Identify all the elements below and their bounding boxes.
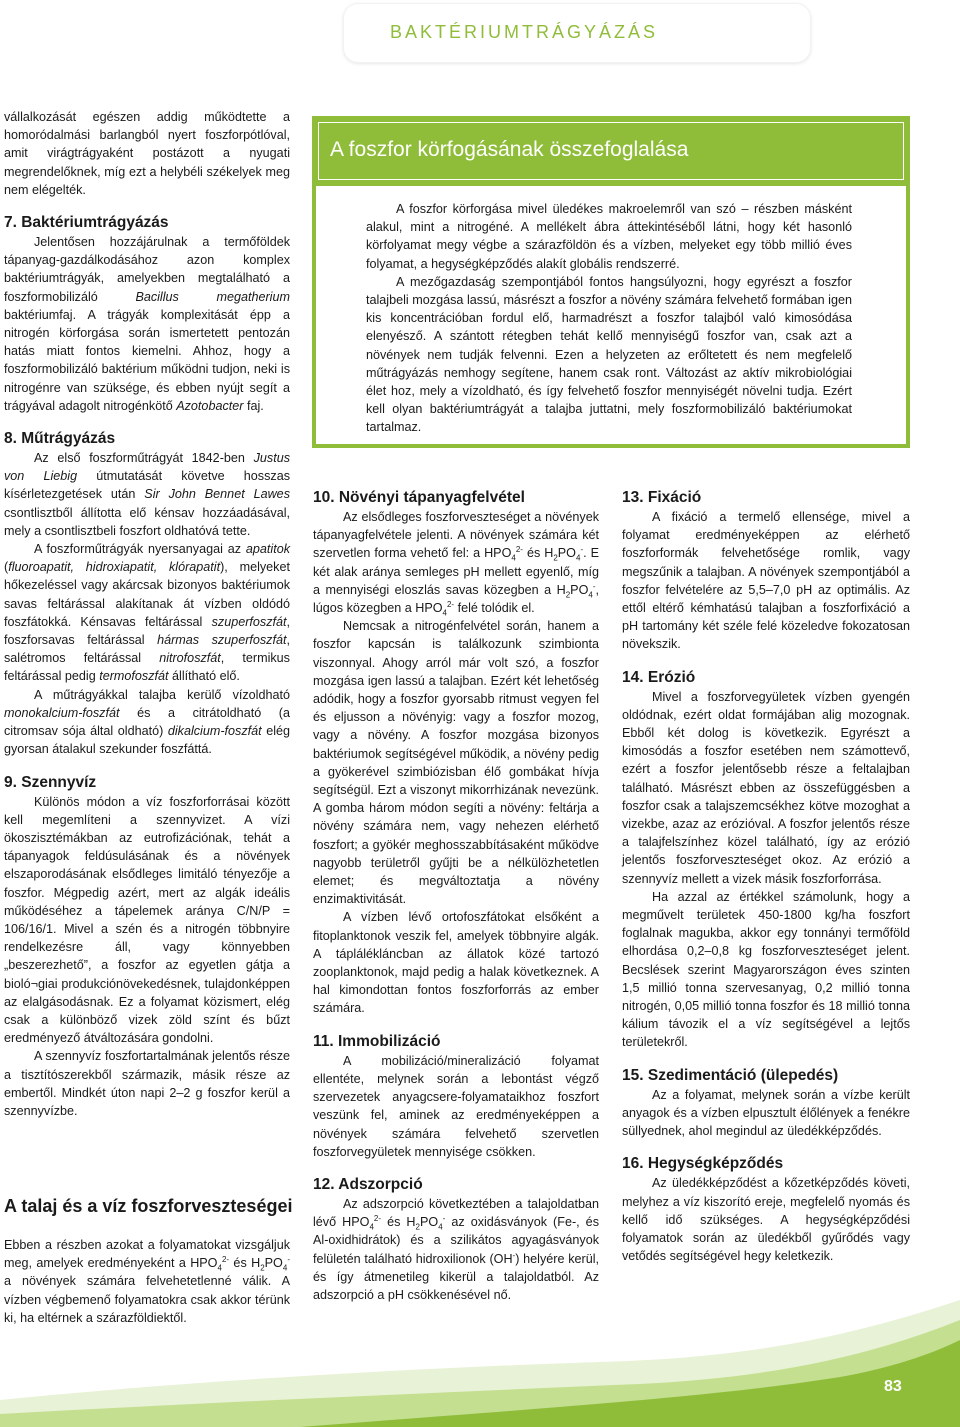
section-heading-7: 7. Baktériumtrágyázás [4, 214, 169, 232]
column-left [4, 108, 290, 1120]
paragraph: Az üledékképződést a kőzetképződés követi, melyhez a víz kiszorító ereje, megfelelő nyomás és kellő idő szükséges. A hegységképződési folyamatok során az üledékből gyűrődés vagy vetődés segítségével hegy keletkezik. [622, 1176, 910, 1264]
paragraph: Ebben a részben azokat a folyamatokat vizsgáljuk meg, amelyek eredményeként a $HPO_4^{2-}$ és $H_2PO_4^-$ a növények számára felvehetetlenné válik. A vízben végbemenő folyamatokra csak akkor térünk ki, ha eltérnek a szárazföldiektől. [4, 1238, 290, 1325]
paragraph: vállalkozását egészen addig működtette a homoródalmási barlangból nyert foszforpótlóval, amit virágtrágyaként postázott a nyugati megrendelőknek, míg ezt a helybéli székelyek meg nem elégelték. [4, 110, 290, 197]
section-heading-10: 10. Növényi tápanyagfelvétel [313, 489, 525, 506]
paragraph: A mezőgazdaság szempontjából fontos hangsúlyozni, hogy egyrészt a foszfor talajbeli mozgása lassú, másrészt a foszfor a növény számára felvehető formában igen kis koncentrációban fordul elő, harmadrészt a foszfor talajból való kimosódása elenyésző. A szántott rétegben tehát kellő mennyiségű foszfor van, csak azt a növények nem tudják felvenni. Ezen a helyzeten az erőltetett és nem megfelelő műtrágyázás nemhogy segítene, hanem csak ront. Változást az aktív mikrobiológiai élet hoz, mely a vízoldható, és így felvehető foszfor mennyiségét növelni tudja. Ezért kell olyan baktériumtrágyát a talajba juttatni, mely foszformobilizáló baktériumokat tartalmaz. [366, 274, 852, 435]
paragraph: A foszforműtrágyák nyersanyagai az apatitok (fluoroapatit, hidroxiapatit, klórapatit), melyeket hőkezeléssel vagy akárcsak bizonyos baktériumok savas feltárással alakítanak át vízben oldódó foszfátokká. Kénsavas feltárással szuperfoszfát, foszforsavas feltárással hármas szuperfoszfát, salétromos feltárással nitrofoszfát, termikus feltárással pedig termofoszfát állítható elő. [4, 542, 290, 684]
page-number: 83 [884, 1378, 902, 1395]
footer-wave-decoration [0, 1280, 960, 1427]
column-right [622, 488, 910, 1265]
paragraph: A mobilizáció/mineralizáció folyamat ellentéte, melynek során a lebontást végző szervezetek anyagcsere-folyamataikhoz foszfort veszünk fel, aminek az eredményeképpen a növények számára felvehető szervetlen foszforvegyületek mennyisége csökken. [313, 1053, 599, 1159]
running-head: BAKTÉRIUMTRÁGYÁZÁS [390, 22, 659, 42]
column-middle [313, 488, 599, 1304]
summary-box-border [312, 444, 910, 448]
page-header [0, 0, 960, 66]
section-heading-14: 14. Erózió [622, 668, 696, 686]
paragraph: A foszfor körforgása mivel üledékes makroelemről van szó – részben másként alakul, mint a nitrogéné. A mellékelt ábra áttekintéséből látni, hogy két hasonló körfolyamat megy végbe a szárazföldön és a vízben, melyeket egy több millió éves folyamat, a hegységképződés alakít globális rendszerré. [366, 202, 852, 271]
section-heading-12: 12. Adszorpció [313, 1175, 423, 1193]
paragraph: Az elsődleges foszforveszteséget a növények tápanyagfelvétele jelenti. A növények számára két szervetlen forma vehető fel: a $HPO_4^{2-}$ és $H_2PO_4^-$. E két alak aránya semleges pH mellett egyenlő, míg a mennyiségi eloszlás savas közegben a $H_2PO_4^-$, lúgos közegben a $HPO_4^{2-}$ felé tolódik el. [313, 510, 599, 618]
paragraph: A műtrágyákkal talajba kerülő vízoldható monokalcium-foszfát és a citrátoldható (a citromsav sója által oldható) dikalcium-foszfát elég gyorsan átalakul szekunder foszfáttá. [4, 687, 291, 757]
section-title-losses: A talaj és a víz foszforveszteségei [4, 1196, 293, 1216]
paragraph: Mivel a foszforvegyületek vízben gyengén oldódnak, ezért oldat formájában alig mozognak. Ebből két dolog is következik. Egyrészt a kimosódás a foszfor esetében nem számottevő, ezért a foszfor jelentősebb része a feltalajban található. Másrészt ebben az összefüggésben a foszfor csak a talajszemcsékhez kötve mozoghat a vizekbe, azaz az erózióval. A foszfor jelentős része a talajfelszínhez közel található, így az erózió jelentős foszforveszteséget okoz. Az erózió a szennyvíz mellett a vizek másik foszforforrása. [622, 689, 910, 886]
paragraph: Az adszorpció következtében a talajoldatban lévő $HPO_4^{2-}$ és $H_2PO_4^-$ az oxidásványok (Fe-, és Al-oxidhidrátok) és a szilikátos agyagásványok felületén található hidroxilionok (OH-) helyére kerül, és így átmenetileg kikerül a talajoldatból. Az adszorpció a pH csökkenésével nő. [313, 1196, 599, 1302]
paragraph: Jelentősen hozzájárulnak a termőföldek tápanyag-gazdálkodásához azon komplex baktériumtrágyák, amelyekben megtalálható a foszformobilizáló Bacillus megatherium baktériumfaj. A trágyák komplexitását épp a nitrogén körforgása során ismertetett pentozán hatás miatt fontos kiemelni. Ahhoz, hogy a foszformobilizáló baktérium működni tudjon, neki is nitrogénre van szüksége, és ebben nyújt segít a trágyával adagolt nitrogénkötő Azotobacter faj. [4, 235, 290, 413]
summary-box-body [366, 200, 852, 437]
paragraph: A vízben lévő ortofoszfátokat elsőként a fitoplanktonok veszik fel, amelyek többnyire algák. A táplálékláncban az állatok közé tartozó zooplanktonok, majd pedig a halak következnek. A hal kimondottan fontos foszforforrás az ember számára. [313, 910, 599, 1016]
paragraph: Különös módon a víz foszforforrásai között kell megemlíteni a szennyvizet. A vízi ökoszisztémákban az eutrofizációnak, tehát a tápanyagok feldúsulásának és a növények elszaporodásának elsődleges limitáló tényezője a foszfor. Mégpedig azért, mert az algák ideális működéséhez a tápelemek aránya C/N/P = 106/16/1. Mivel a szén és a nitrogén többnyire rendelkezésre áll, vagy könnyebben „beszerezhető”, a foszfor az egyetlen gátja a bioló¬giai produkciónövekedésnek, tulajdonképpen az elalgásodásnak. Ez a folyamat közismert, elég csak a különböző vizek zöld színt és bűzt eredményező átváltozására gondolni. [4, 794, 290, 1046]
paragraph: Az a folyamat, melynek során a vízbe került anyagok és a vízben elpusztult élőlények a fenékre süllyednek, ahol megindul az üledékképződés. [622, 1087, 910, 1139]
summary-box-title: A foszfor körfogásának összefoglalása [330, 138, 689, 161]
summary-box-border [312, 186, 316, 448]
paragraph: A szennyvíz foszfortartalmának jelentős része a tisztítószerekből származik, másik része az embertől. Mindkét úton napi 2–2 g foszfor kerül a szennyvízbe. [4, 1049, 290, 1118]
section-heading-16: 16. Hegységképződés [622, 1155, 784, 1173]
section-heading-9: 9. Szennyvíz [4, 773, 97, 791]
paragraph: Nemcsak a nitrogénfelvétel során, hanem a foszfor kapcsán is találkozunk szimbionta viszonnyal. Ahogy arról már volt szó, a foszfor mozgása igen lassú a talajban. Ezért két lehetőség adódik, hogy a foszfor gyorsabb ritmust vegyen fel és eljusson a növényig: vagy a foszfor mozog, vagy a növény. A foszfor mozgása bizonyos baktériumok segítségével működik, a növény pedig a gyökerével szimbiózisban élő gombákat hívja segítségül. Ezt a viszonyt mikorrhizának nevezünk. A gomba három módon segíti a növény: feltárja a növény számára nem, vagy nehezen elérhető foszfort; a gyökér meghosszabbításaként működve nagyobb területről gyűjti be a nélkülözhetetlen elemet; és megváltoztatja a növény enzimaktivitását. [313, 619, 599, 907]
section-heading-15: 15. Szedimentáció (ülepedés) [622, 1066, 839, 1084]
summary-box-border [906, 186, 910, 448]
section-heading-11: 11. Immobilizáció [313, 1032, 441, 1050]
paragraph: Ha azzal az értékkel számolunk, hogy a megművelt területek 450-1800 kg/ha foszfort foglalnak magukba, akkor egy tonnányi termőföld elhordása 0,2–0,8 kg foszforveszteséget jelent. Becslések szerint Magyarországon éves szinten 1,5 millió tonna szervesanyag, 0,2 millió tonna nitrogén, 0,05 millió tonna foszfor és 18 millió tonna kálium távozik el a víz segítségével a lejtős területekről. [622, 889, 910, 1050]
paragraph: Az első foszforműtrágyát 1842-ben Justus von Liebig útmutatását követve hosszas kísérletezgetések után Sir John Bennet Lawes csontlisztből állította elő kénsav hozzáadásával, mely a csontlisztbeli foszfort oldhatóvá tette. [4, 451, 290, 538]
section-heading-8: 8. Műtrágyázás [4, 430, 116, 448]
paragraph: A fixáció a termelő ellensége, mivel a folyamat eredményeképpen az elérhető foszforformák felvehetősége romlik, vagy megszűnik a talajban. A növények szempontjából a foszfor felvételére az 5,5–7,0 pH az optimális. Az ettől eltérő kémhatású talajban a foszforfixáció a pH tartomány két széle felé közeledve fokozatosan növekszik. [622, 510, 910, 652]
section-heading-13: 13. Fixáció [622, 489, 702, 506]
